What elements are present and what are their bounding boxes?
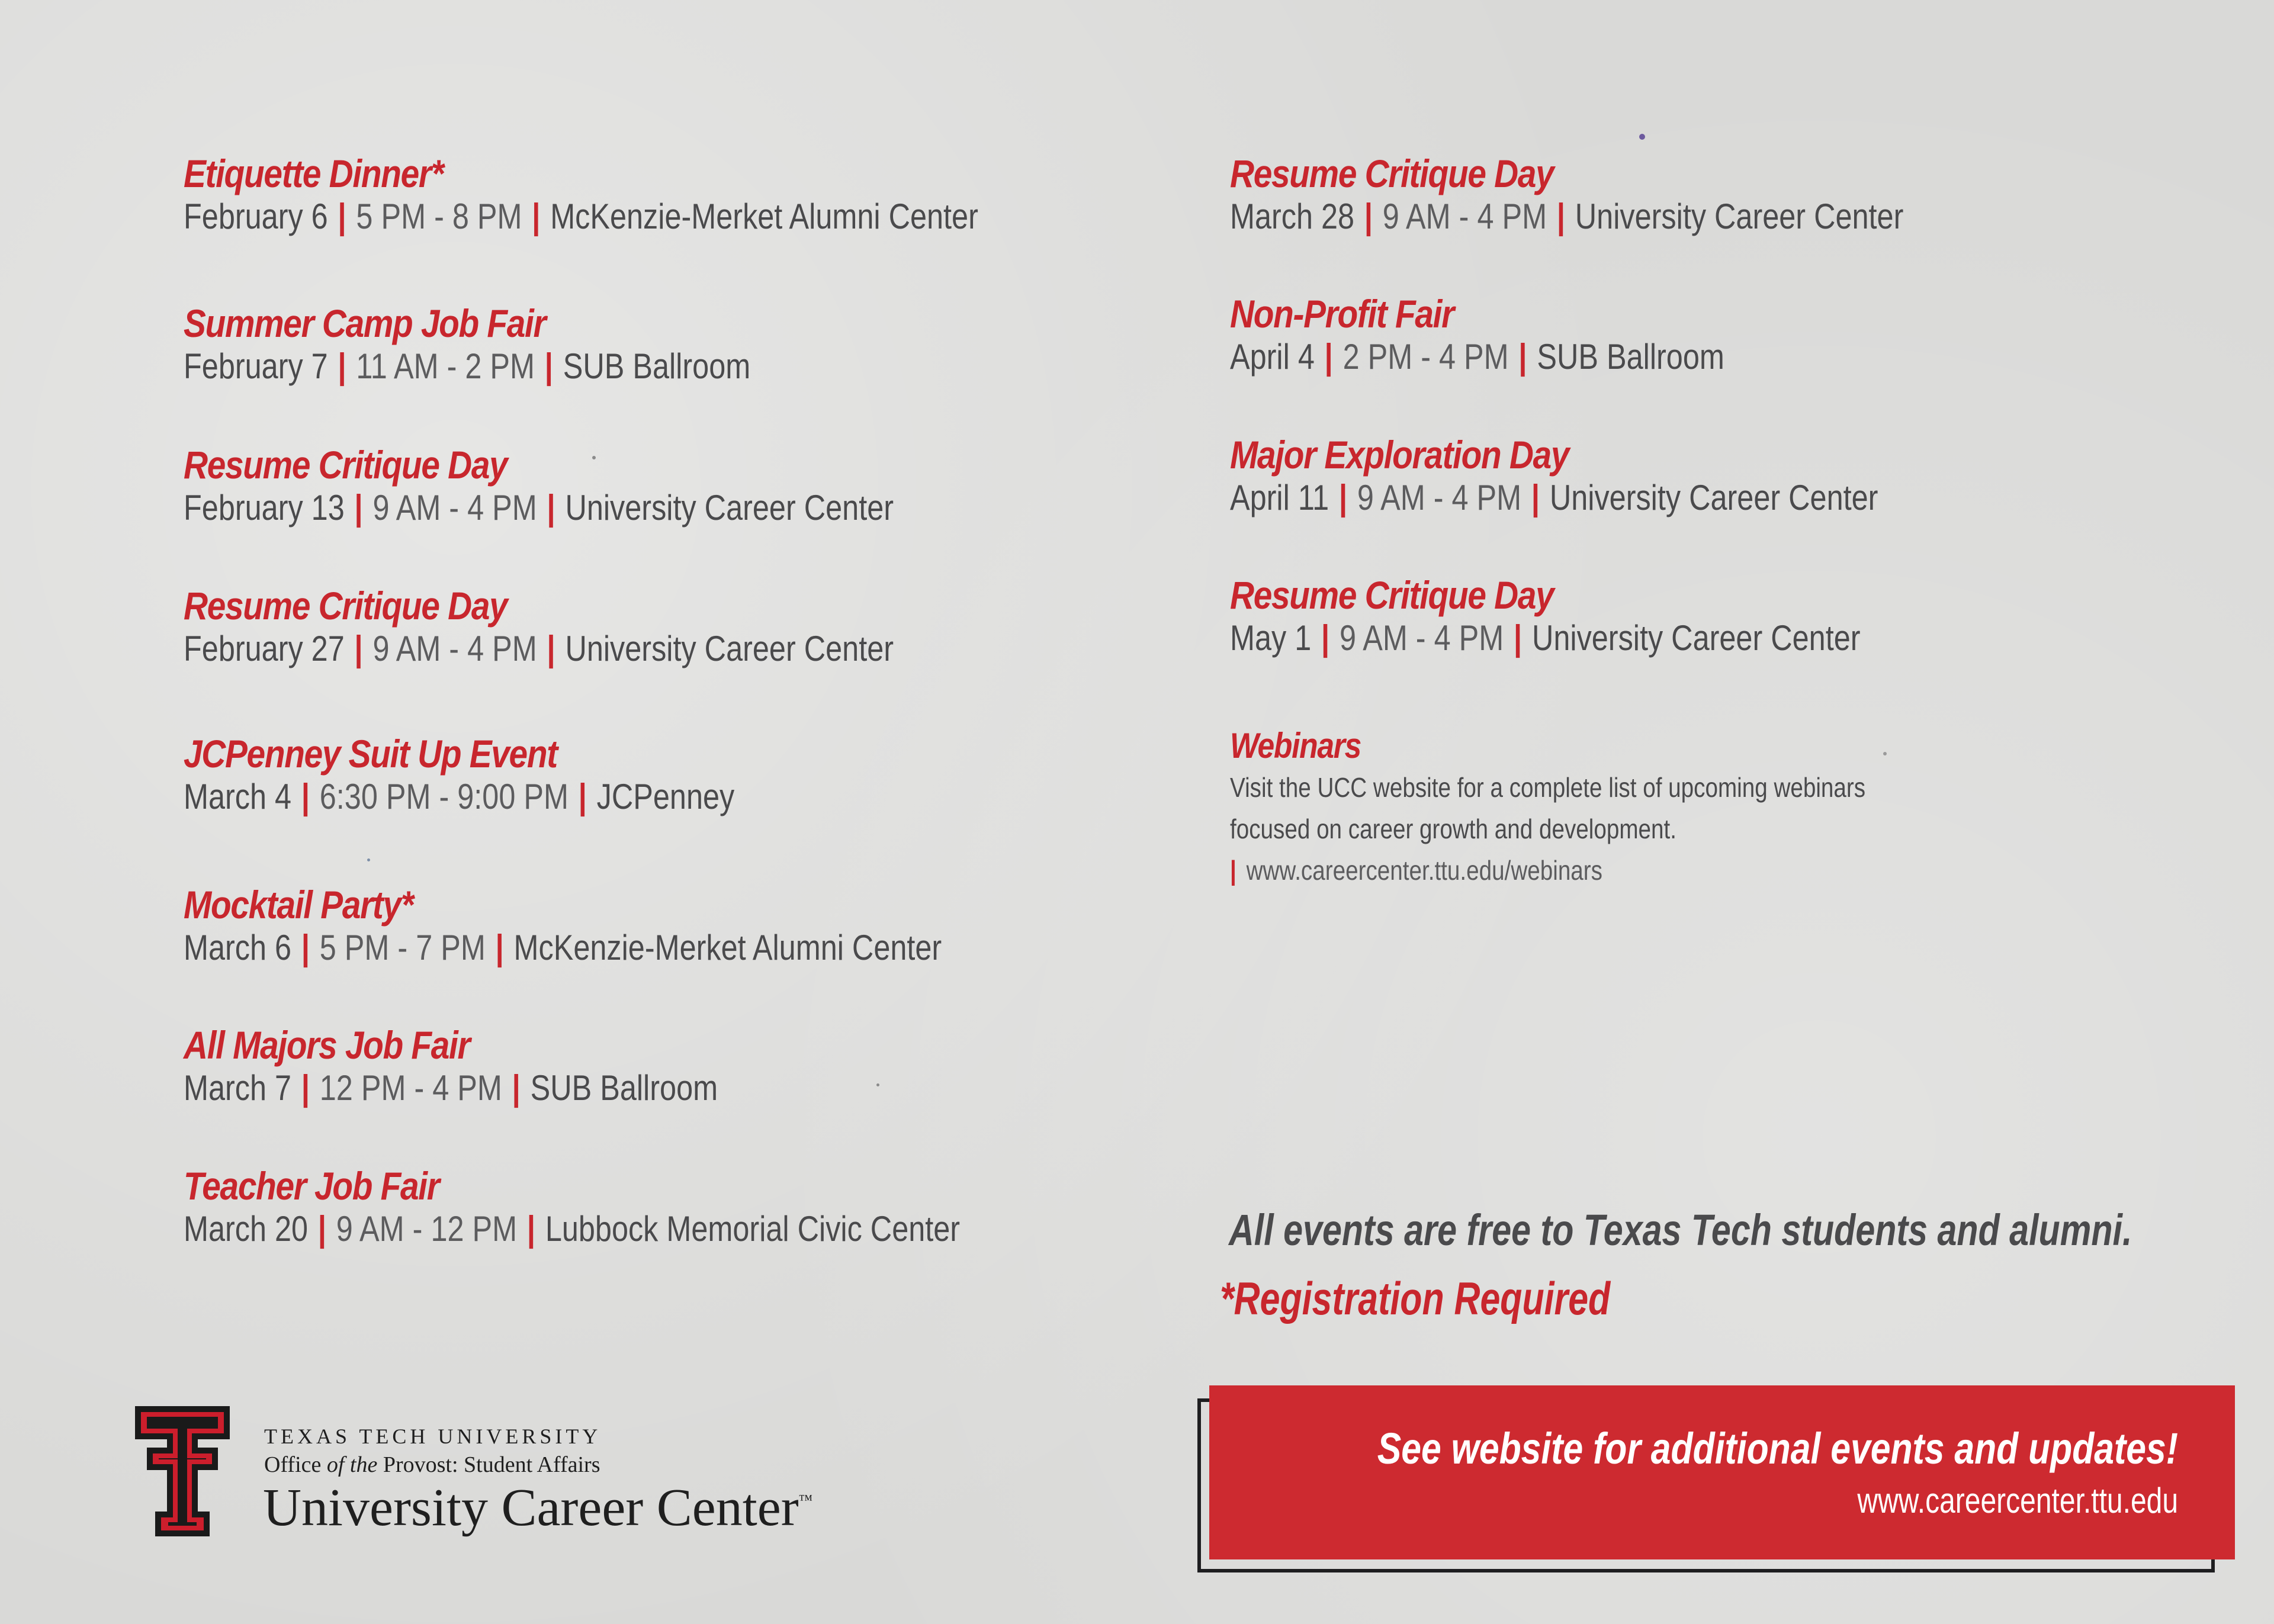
event-date: February 6 — [184, 197, 328, 236]
separator: | — [1338, 478, 1348, 517]
event-time: 9 AM - 4 PM — [1382, 197, 1547, 236]
event-time: 12 PM - 4 PM — [319, 1068, 502, 1108]
event-location: University Career Center — [1531, 618, 1861, 658]
event-location: SUB Ballroom — [1537, 337, 1724, 377]
event-details — [184, 927, 942, 969]
event-title: Summer Camp Job Fair — [184, 301, 546, 345]
event-location: JCPenney — [596, 777, 735, 816]
trademark-symbol: ™ — [798, 1493, 813, 1508]
event-date: April 4 — [1230, 337, 1315, 377]
event-details — [184, 346, 750, 387]
event-date: March 4 — [184, 777, 292, 816]
separator: | — [547, 629, 555, 668]
event-details — [1230, 196, 1903, 237]
event-time: 5 PM - 7 PM — [319, 928, 486, 967]
event-major-exploration-day — [1230, 432, 2002, 519]
event-resume-critique-mar28 — [1230, 151, 2032, 237]
separator: | — [1518, 337, 1527, 377]
event-location: McKenzie-Merket Alumni Center — [550, 197, 978, 236]
event-location: University Career Center — [1575, 197, 1904, 236]
event-date: March 20 — [184, 1209, 309, 1249]
event-time: 6:30 PM - 9:00 PM — [319, 777, 568, 816]
event-resume-critique-feb13 — [184, 442, 1029, 529]
event-date: February 13 — [184, 488, 345, 528]
separator: | — [338, 346, 346, 386]
event-location: SUB Ballroom — [563, 346, 751, 386]
separator: | — [354, 629, 363, 668]
event-details — [184, 776, 734, 818]
event-details — [1230, 618, 1861, 659]
event-time: 9 AM - 4 PM — [372, 629, 537, 668]
university-name: TEXAS TECH UNIVERSITY — [264, 1424, 602, 1448]
event-location: McKenzie-Merket Alumni Center — [513, 928, 942, 967]
event-title: Mocktail Party* — [184, 883, 413, 927]
separator: | — [547, 488, 555, 528]
event-date: March 28 — [1230, 197, 1355, 236]
separator: | — [495, 928, 504, 967]
event-title: Teacher Job Fair — [184, 1164, 439, 1208]
separator: | — [578, 777, 587, 816]
separator: | — [1514, 618, 1523, 658]
separator: | — [354, 488, 363, 528]
event-details — [184, 628, 894, 670]
separator: | — [1324, 337, 1333, 377]
separator: | — [1321, 618, 1330, 658]
event-location: SUB Ballroom — [530, 1068, 718, 1108]
event-details — [184, 1208, 960, 1250]
separator: | — [338, 197, 346, 236]
event-date: March 6 — [184, 928, 292, 967]
webinars-line-1: Visit the UCC website for a complete list of upcoming webinars — [1230, 772, 1866, 803]
career-center-name — [263, 1477, 812, 1538]
event-title: Resume Critique Day — [184, 443, 508, 487]
event-time: 9 AM - 4 PM — [372, 488, 537, 528]
separator: | — [301, 928, 310, 967]
event-details — [184, 196, 978, 237]
separator: | — [512, 1068, 521, 1108]
website-banner[interactable] — [1209, 1385, 2235, 1559]
separator: | — [317, 1209, 327, 1249]
separator: | — [301, 777, 310, 816]
event-all-majors-job-fair — [184, 1022, 820, 1109]
texas-tech-double-t-logo — [135, 1406, 230, 1536]
webinars-title: Webinars — [1230, 726, 1361, 766]
event-location: Lubbock Memorial Civic Center — [545, 1209, 961, 1249]
banner-url[interactable]: www.careercenter.ttu.edu — [1857, 1481, 2178, 1520]
event-title: Resume Critique Day — [1230, 152, 1554, 195]
office-name — [264, 1452, 600, 1478]
separator: | — [1531, 478, 1540, 517]
separator: | — [301, 1068, 310, 1108]
webinars-section — [1230, 725, 1987, 891]
event-date: February 7 — [184, 346, 328, 386]
separator: | — [1230, 855, 1236, 886]
event-non-profit-fair — [1230, 291, 1819, 378]
separator: | — [1364, 197, 1373, 236]
career-center-label: University Career Center — [263, 1478, 799, 1537]
event-summer-camp-job-fair — [184, 301, 859, 387]
event-title: Etiquette Dinner* — [184, 152, 444, 195]
event-jcpenney-suit-up — [184, 731, 839, 818]
event-title: JCPenney Suit Up Event — [184, 732, 557, 776]
event-title: Resume Critique Day — [184, 584, 508, 628]
paper-speck — [876, 1083, 879, 1086]
event-details — [1230, 336, 1724, 378]
office-of-the: of the — [326, 1452, 378, 1477]
event-location: University Career Center — [565, 488, 894, 528]
paper-speck — [1639, 134, 1645, 140]
event-resume-critique-feb27 — [184, 583, 1029, 670]
event-details — [1230, 477, 1878, 519]
event-time: 5 PM - 8 PM — [356, 197, 522, 236]
event-date: May 1 — [1230, 618, 1312, 658]
event-mocktail-party — [184, 882, 1086, 969]
webinars-link-row — [1230, 850, 1865, 891]
event-title: All Majors Job Fair — [184, 1023, 470, 1067]
event-details — [184, 487, 894, 529]
office-prefix: Office — [264, 1452, 327, 1477]
event-time: 9 AM - 4 PM — [1339, 618, 1504, 658]
event-location: University Career Center — [1549, 478, 1878, 517]
event-date: April 11 — [1230, 478, 1329, 517]
office-suffix: Provost: Student Affairs — [377, 1452, 600, 1477]
event-title: Major Exploration Day — [1230, 433, 1569, 477]
event-time: 2 PM - 4 PM — [1342, 337, 1509, 377]
free-events-note: All events are free to Texas Tech students and alumni. — [1229, 1205, 2132, 1255]
event-title: Resume Critique Day — [1230, 573, 1554, 617]
event-location: University Career Center — [565, 629, 894, 668]
registration-required-note: *Registration Required — [1220, 1272, 1611, 1324]
event-resume-critique-may1 — [1230, 573, 1980, 659]
webinars-url[interactable]: www.careercenter.ttu.edu/webinars — [1246, 855, 1602, 886]
banner-headline: See website for additional events and updates! — [1377, 1424, 2178, 1473]
event-teacher-job-fair — [184, 1163, 1108, 1250]
event-etiquette-dinner — [184, 151, 1129, 237]
separator: | — [544, 346, 553, 386]
event-date: February 27 — [184, 629, 345, 668]
separator: | — [532, 197, 541, 236]
event-time: 11 AM - 2 PM — [356, 346, 535, 386]
separator: | — [526, 1209, 536, 1249]
event-time: 9 AM - 12 PM — [336, 1209, 518, 1249]
paper-speck — [367, 858, 370, 861]
event-title: Non-Profit Fair — [1230, 292, 1454, 336]
separator: | — [1556, 197, 1565, 236]
event-date: March 7 — [184, 1068, 292, 1108]
webinars-line-2: focused on career growth and development. — [1230, 813, 1676, 844]
event-time: 9 AM - 4 PM — [1357, 478, 1522, 517]
event-details — [184, 1067, 718, 1109]
